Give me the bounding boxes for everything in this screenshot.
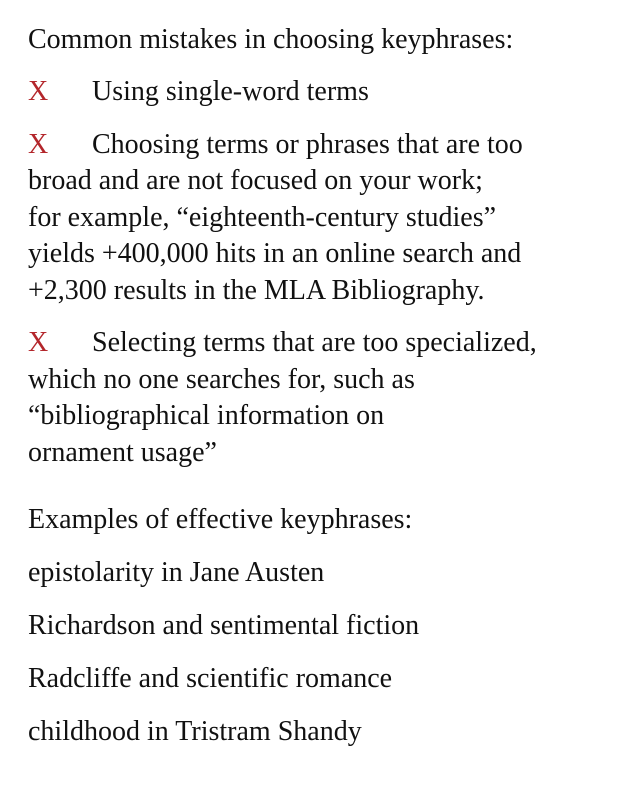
mistake-line: for example, “eighteenth-century studies” xyxy=(28,201,497,233)
mistake-text: Choosing terms or phrases that are too xyxy=(92,128,523,160)
mistake-line: yields +400,000 hits in an online search and xyxy=(28,238,522,269)
example-item: childhood in Tristram Shandy xyxy=(28,716,362,747)
x-mark-icon: X xyxy=(28,76,49,107)
mistakes-list xyxy=(28,74,628,471)
mistake-line xyxy=(28,74,628,111)
mistake-text: Selecting terms that are too specialized, xyxy=(92,327,537,358)
document-page xyxy=(28,22,628,767)
mistakes-heading: Common mistakes in choosing keyphrases: xyxy=(28,24,514,55)
example-item: epistolarity in Jane Austen xyxy=(28,557,325,588)
mistake-item xyxy=(28,325,628,471)
mistake-line: which no one searches for, such as xyxy=(28,363,415,395)
example-item: Radcliffe and scientific romance xyxy=(28,663,393,694)
mistake-line xyxy=(28,325,628,362)
mistake-text: Using single-word terms xyxy=(92,76,369,107)
examples-heading: Examples of effective keyphrases: xyxy=(28,504,413,535)
x-mark-icon: X xyxy=(28,327,49,358)
section-spacer xyxy=(28,487,628,502)
mistake-line: broad and are not focused on your work; xyxy=(28,165,483,196)
mistake-line: “bibliographical information on xyxy=(28,400,385,431)
mistake-line: ornament usage” xyxy=(28,436,217,468)
example-item: Richardson and sentimental fiction xyxy=(28,610,420,641)
x-mark-icon: X xyxy=(28,128,49,160)
mistake-item xyxy=(28,74,628,111)
mistake-line: +2,300 results in the MLA Bibliography. xyxy=(28,274,485,306)
examples-list xyxy=(28,555,628,750)
mistake-item xyxy=(28,127,628,310)
mistake-line xyxy=(28,127,628,164)
